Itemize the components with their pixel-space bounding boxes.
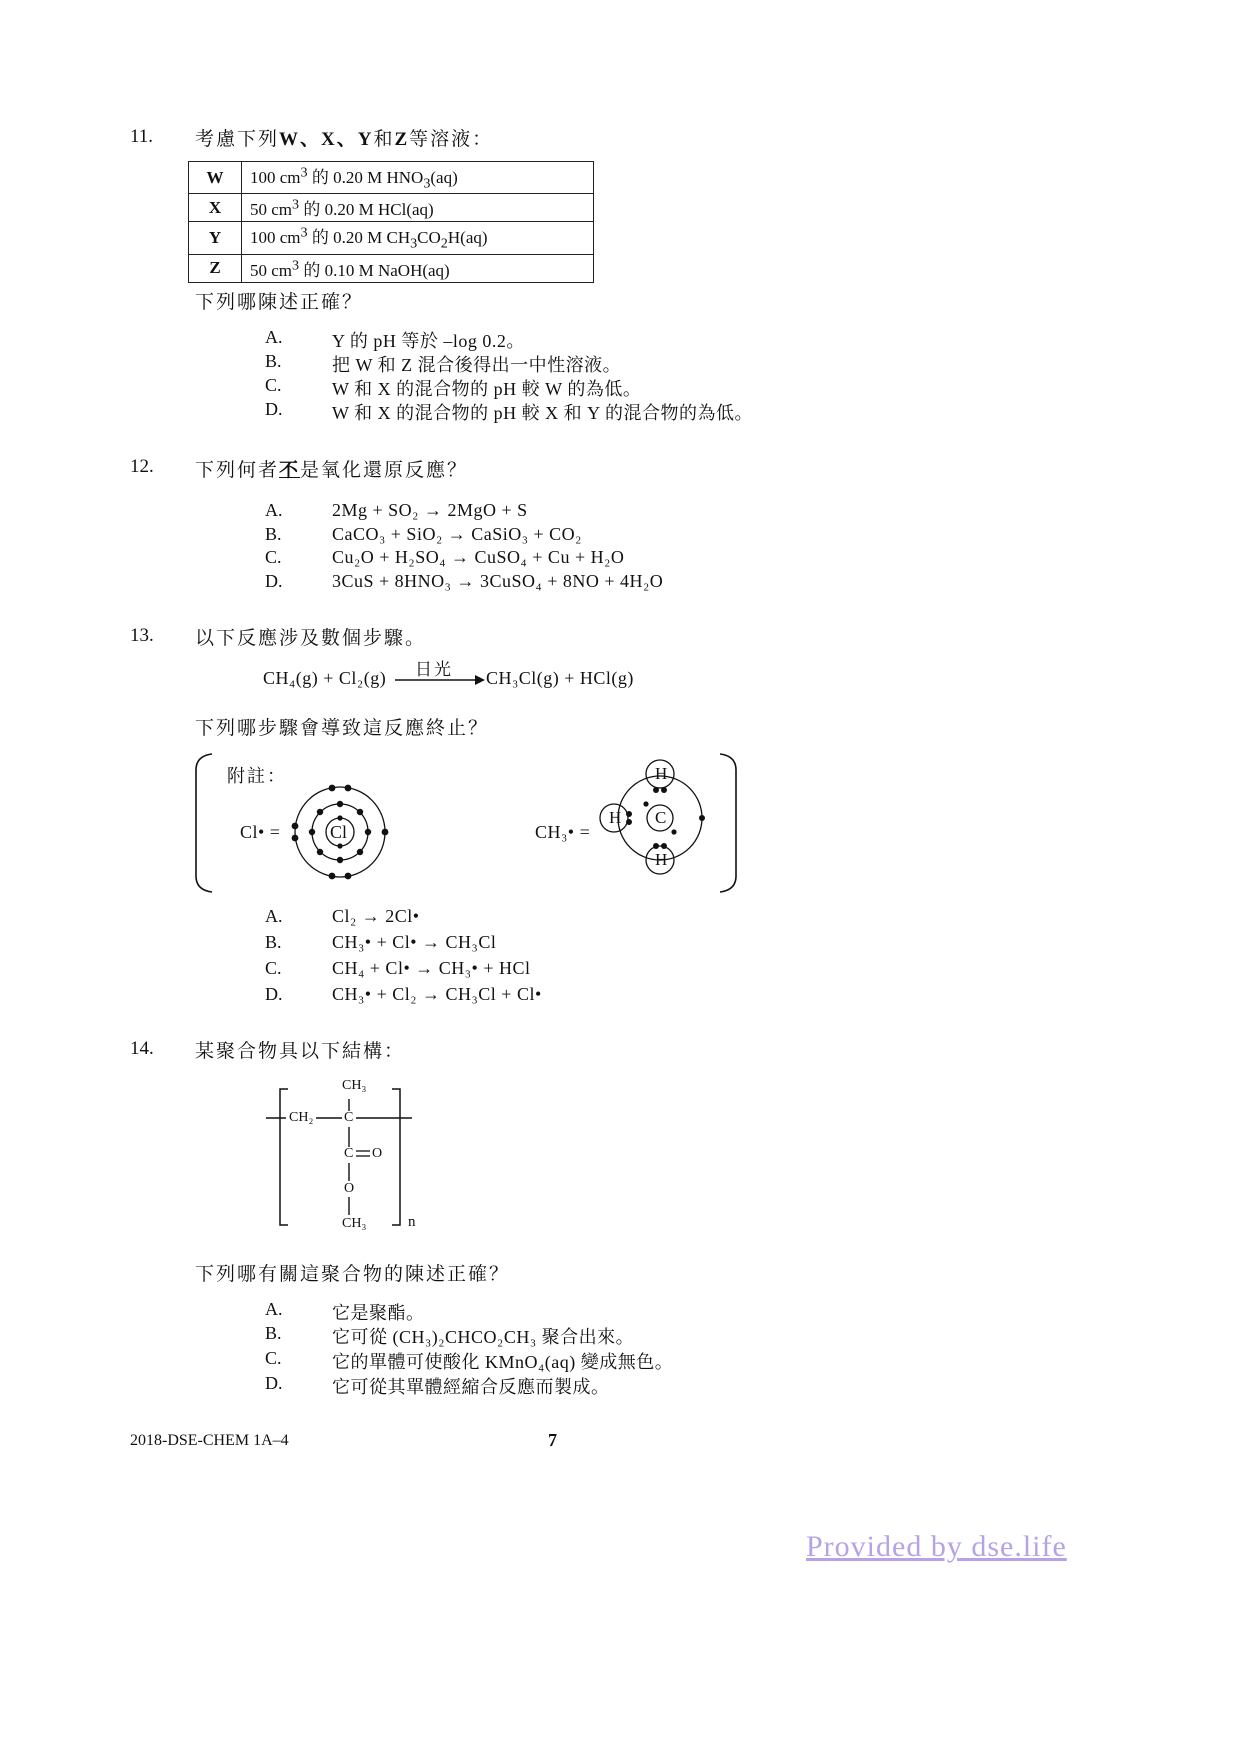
table-row (189, 222, 594, 254)
option-text: Y 的 pH 等於 –log 0.2。 (332, 331, 525, 351)
question-number-11: 11. (130, 126, 154, 147)
option-letter: A. (265, 500, 283, 520)
option-letter: C. (265, 547, 282, 567)
option-text: 它可從其單體經縮合反應而製成。 (332, 1377, 610, 1397)
option-text: 它的單體可使酸化 KMnO₄(aq) 變成無色。 (332, 1352, 674, 1372)
struct-o: O (344, 1181, 355, 1196)
struct-o-double: O (372, 1146, 383, 1161)
cl-nucleus-label: Cl (330, 822, 348, 842)
ch3-radical-label: CH₃• = (535, 822, 591, 842)
c-nucleus-label: C (655, 808, 667, 827)
table-row (189, 194, 594, 222)
equation-right: CH₃Cl(g) + HCl(g) (486, 668, 634, 688)
option-text: 它可從 (CH₃)₂CHCO₂CH₃ 聚合出來。 (332, 1327, 635, 1347)
provided-by-link[interactable]: Provided by dse.life (806, 1530, 1067, 1563)
option-text: 把 W 和 Z 混合後得出一中性溶液。 (332, 355, 622, 375)
option-letter: A. (265, 906, 283, 926)
option-text: CH₄ + Cl• → CH₃• + HCl (332, 958, 531, 978)
question-14-stem: 某聚合物具以下結構： (195, 1041, 406, 1062)
option-text: CH₃• + Cl₂ → CH₃Cl + Cl• (332, 984, 542, 1004)
table-row (189, 162, 594, 194)
struct-ch2: CH₂ (289, 1110, 314, 1125)
h-atom-label: H (655, 764, 668, 783)
solution-desc: 100 $cm^3$ 的 0.20 M $CH_3CO_2H(aq)$ (242, 222, 594, 254)
question-number-13: 13. (130, 625, 154, 646)
option-letter: D. (265, 984, 283, 1004)
question-13-stem: 以下反應涉及數個步驟。 (195, 628, 427, 649)
solution-desc: 100 $cm^3$ 的 0.20 M $HNO_3(aq)$ (242, 162, 594, 194)
solution-desc: 50 $cm^3$ 的 0.10 M NaOH(aq) (242, 254, 594, 282)
solution-key: Z (189, 254, 242, 282)
option-text: 3CuS + 8HNO₃ → 3CuSO₄ + 8NO + 4H₂O (332, 571, 664, 591)
struct-c2: C (344, 1146, 354, 1161)
right-bracket (720, 754, 736, 892)
h-atom-label: H (609, 808, 622, 827)
option-text: Cu₂O + H₂SO₄ → CuSO₄ + Cu + H₂O (332, 547, 625, 567)
equation-left: CH₄(g) + Cl₂(g) (263, 668, 387, 688)
left-bracket (196, 754, 212, 892)
option-letter: C. (265, 958, 282, 978)
option-letter: D. (265, 571, 283, 591)
option-text: W 和 X 的混合物的 pH 較 X 和 Y 的混合物的為低。 (332, 403, 753, 423)
equation-condition: 日光 (415, 660, 453, 679)
option-letter: B. (265, 524, 282, 544)
solution-desc: 50 $cm^3$ 的 0.20 M HCl(aq) (242, 194, 594, 222)
option-letter: C. (265, 1348, 282, 1368)
h-atom-label: H (655, 850, 668, 869)
option-text: 它是聚酯。 (332, 1303, 425, 1323)
option-letter: B. (265, 932, 282, 952)
struct-ch3-bottom: CH₃ (342, 1216, 367, 1231)
option-text: 2Mg + SO₂ → 2MgO + S (332, 500, 528, 520)
question-14-prompt: 下列哪有關這聚合物的陳述正確？ (195, 1264, 511, 1285)
question-number-14: 14. (130, 1038, 154, 1059)
question-12-stem: 下列何者不是氧化還原反應？ (195, 460, 469, 481)
option-letter: B. (265, 1323, 282, 1343)
option-text: CaCO₃ + SiO₂ → CaSiO₃ + CO₂ (332, 524, 582, 544)
question-13-prompt: 下列哪步驟會導致這反應終止？ (195, 718, 490, 739)
option-letter: D. (265, 399, 283, 419)
option-text: W 和 X 的混合物的 pH 較 W 的為低。 (332, 379, 642, 399)
option-text: Cl₂ → 2Cl• (332, 906, 420, 926)
solution-key: X (189, 194, 242, 222)
struct-ch3-top: CH₃ (342, 1078, 367, 1093)
note-label: 附註： (227, 766, 287, 786)
cl-radical-label: Cl• = (240, 822, 281, 842)
question-11-prompt: 下列哪陳述正確？ (195, 292, 364, 313)
option-text: CH₃• + Cl• → CH₃Cl (332, 932, 497, 952)
solutions-table (188, 161, 594, 283)
question-11-stem: 考慮下列W、X、Y和Z等溶液： (195, 129, 494, 150)
option-letter: A. (265, 327, 283, 347)
solution-key: W (189, 162, 242, 194)
option-letter: B. (265, 351, 282, 371)
struct-c: C (344, 1110, 354, 1125)
reaction-arrow (395, 674, 485, 686)
table-row (189, 254, 594, 282)
option-letter: C. (265, 375, 282, 395)
question-number-12: 12. (130, 456, 154, 477)
exam-code: 2018-DSE-CHEM 1A–4 (130, 1432, 289, 1449)
page-number: 7 (548, 1430, 557, 1450)
struct-n: n (408, 1214, 416, 1230)
option-letter: A. (265, 1299, 283, 1319)
option-letter: D. (265, 1373, 283, 1393)
solution-key: Y (189, 222, 242, 254)
